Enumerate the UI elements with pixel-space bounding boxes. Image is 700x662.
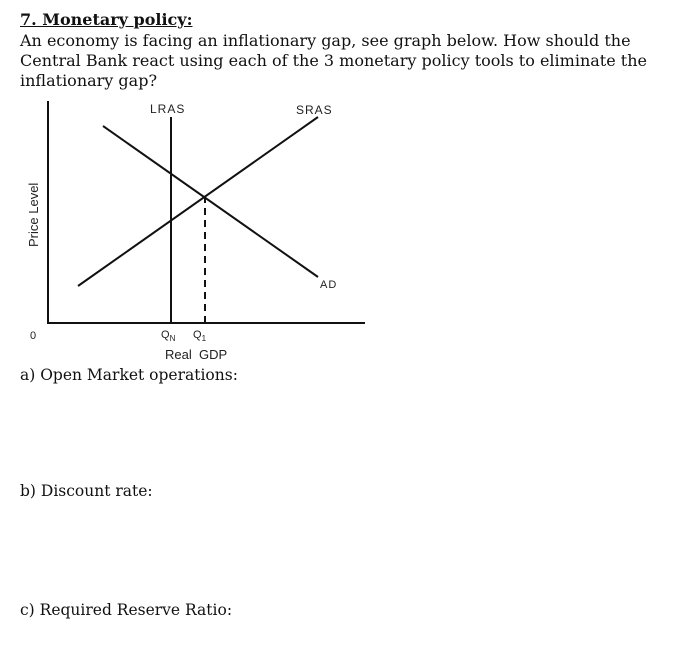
origin-label: 0	[30, 330, 37, 342]
sras-line	[78, 117, 318, 286]
part-c-reserve-ratio: c) Required Reserve Ratio:	[20, 601, 233, 619]
ad-label: AD	[320, 279, 338, 291]
part-a-open-market: a) Open Market operations:	[20, 366, 238, 384]
question-heading: 7. Monetary policy:	[20, 10, 193, 29]
qn-main: Q	[161, 329, 170, 341]
qn-sub: N	[169, 334, 176, 343]
y-axis-label: Price Level	[26, 182, 41, 247]
q1-main: Q	[193, 329, 202, 341]
question-text: An economy is facing an inflationary gap, see graph below. How should the Central Bank react using each of the 3 monetary policy tools to eliminate the inflationary gap?	[20, 31, 647, 90]
part-b-discount-rate: b) Discount rate:	[20, 482, 153, 500]
ad-line	[103, 126, 318, 277]
x-axis-label: Real GDP	[165, 347, 228, 362]
q1-sub: 1	[201, 334, 207, 343]
q1-tick-label	[193, 329, 207, 343]
sras-label: SRAS	[296, 103, 333, 117]
lras-label: LRAS	[150, 102, 186, 116]
qn-tick-label	[161, 329, 176, 343]
